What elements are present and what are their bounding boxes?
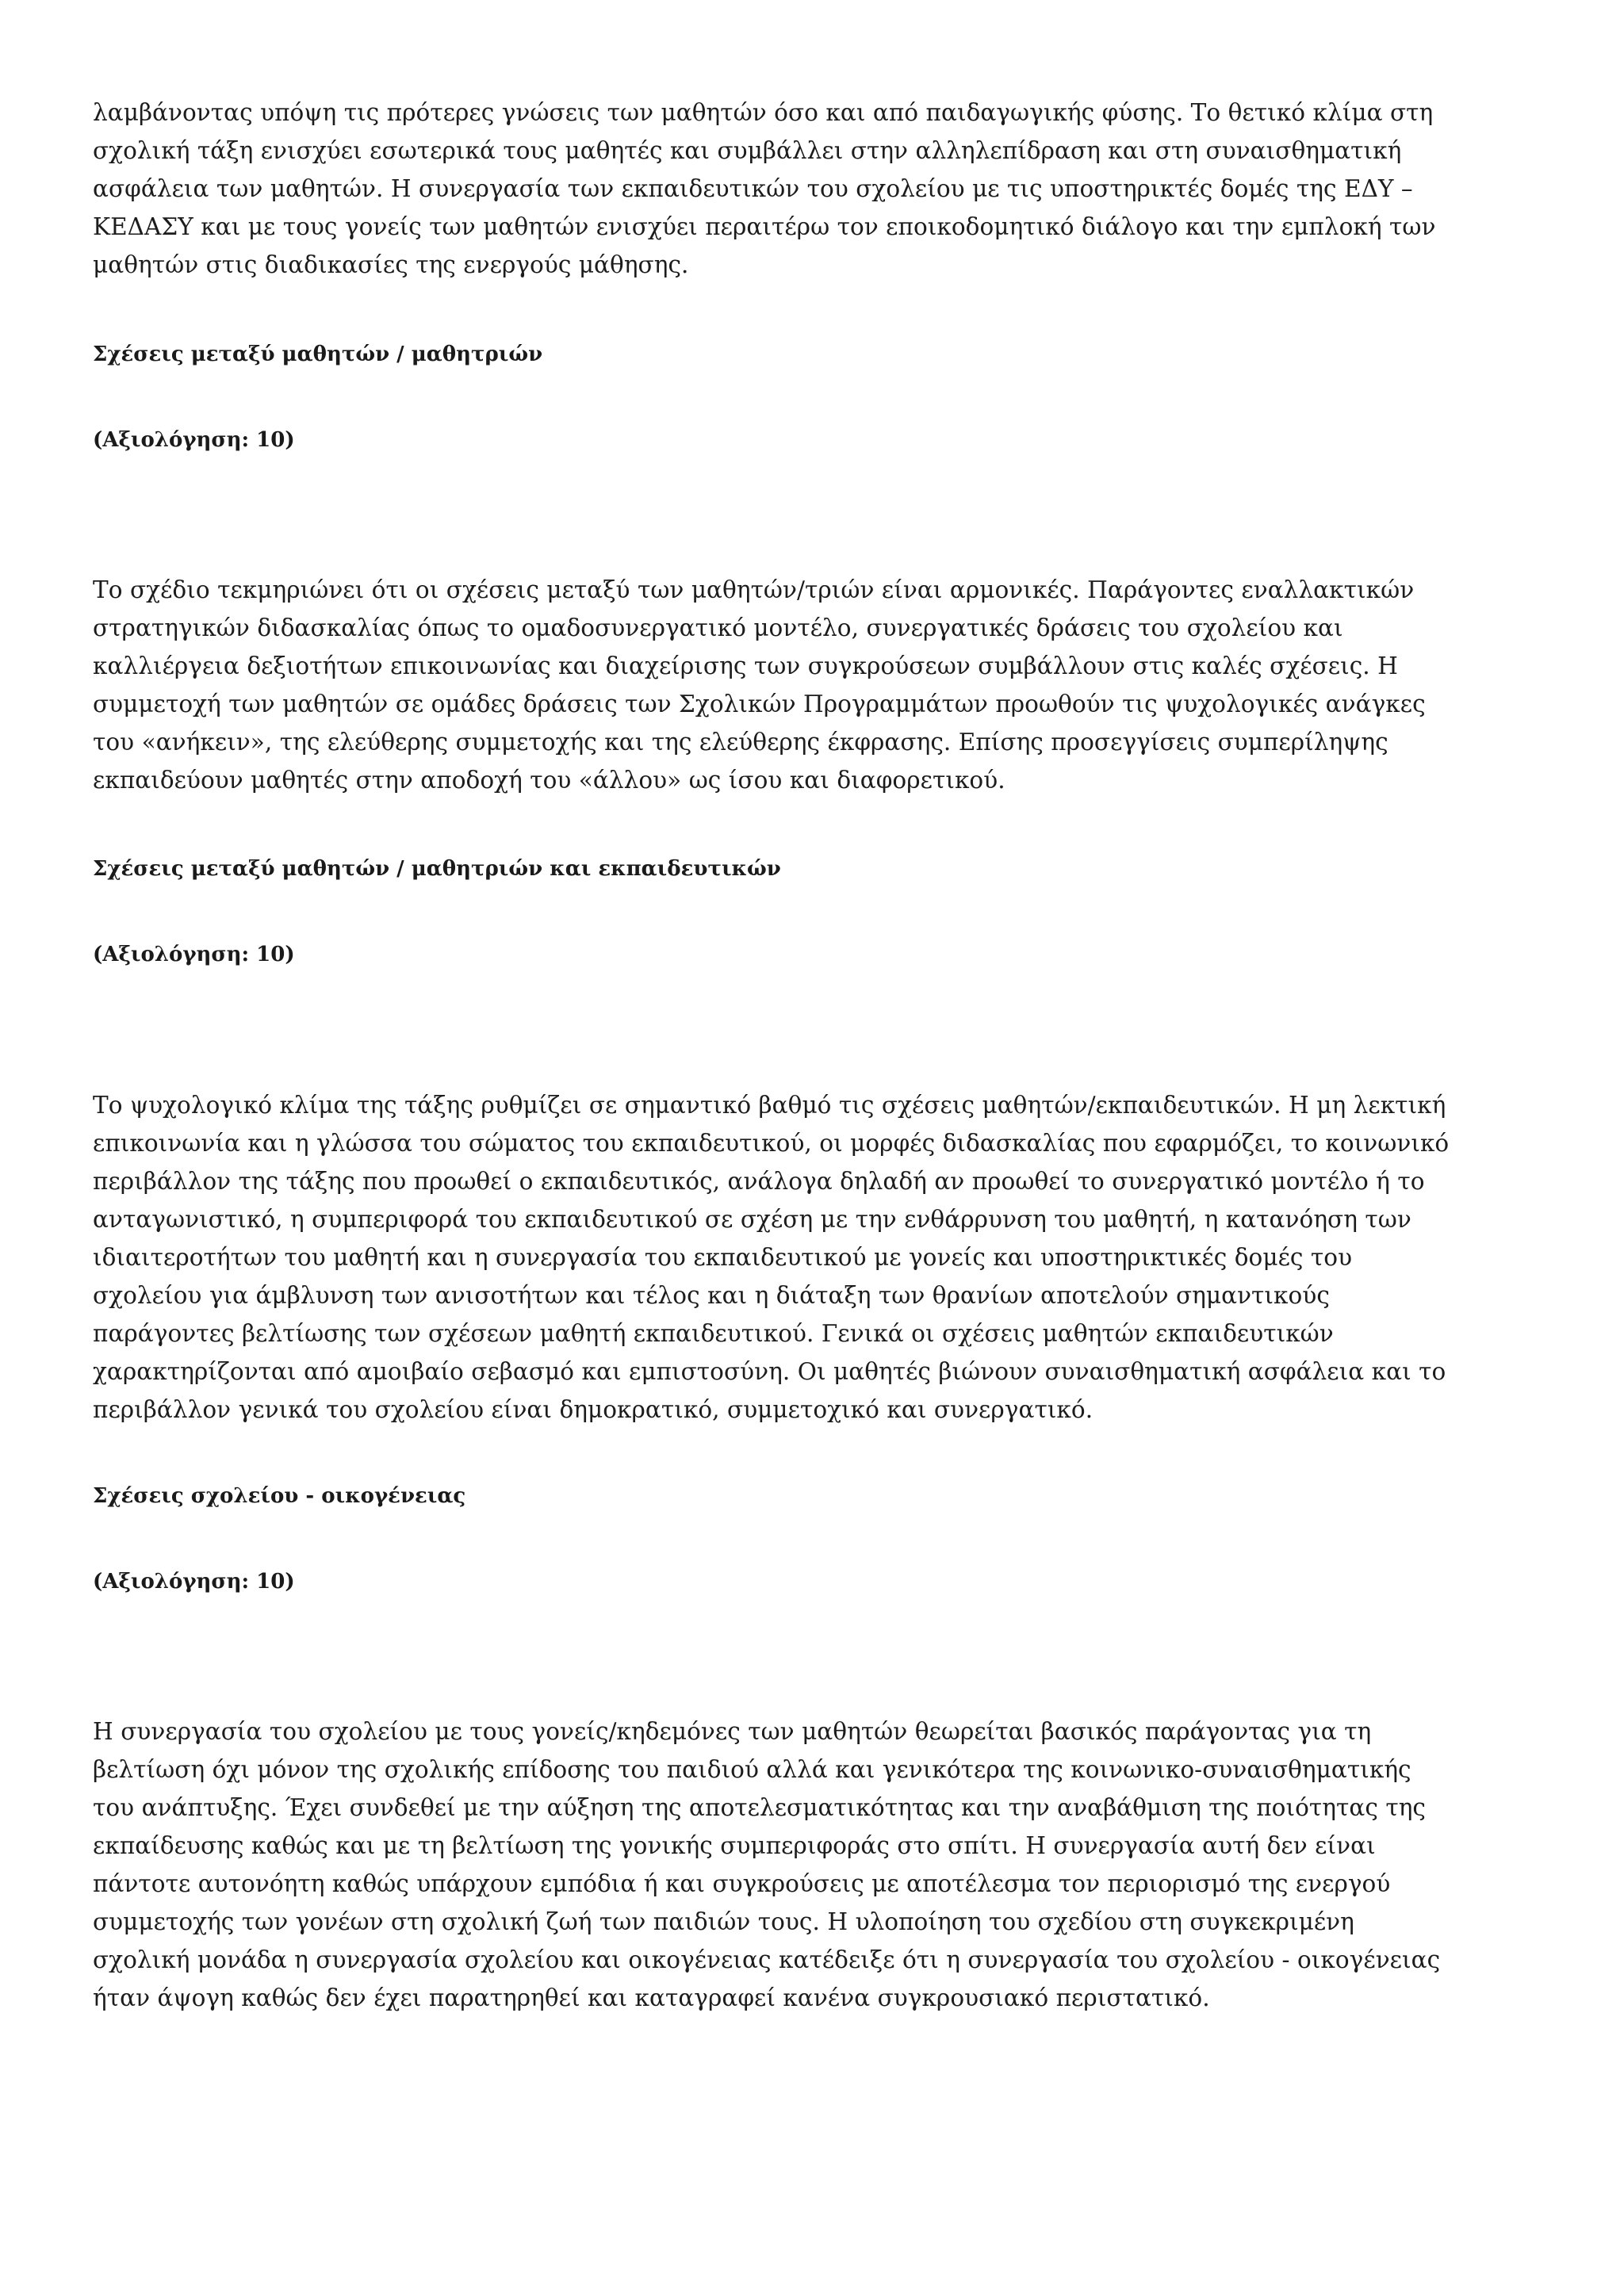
paragraph-line: χαρακτηρίζονται από αμοιβαίο σεβασμό και εμπιστοσύνη. Οι μαθητές βιώνουν συναισθηματική ασφάλεια και το xyxy=(93,1358,1446,1385)
paragraph-line: σχολική τάξη ενισχύει εσωτερικά τους μαθητές και συμβάλλει στην αλληλεπίδραση και στη συναισθηματική xyxy=(93,137,1402,164)
intro-paragraph xyxy=(93,94,1536,284)
paragraph-line: συμμετοχή των μαθητών σε ομάδες δράσεις των Σχολικών Προγραμμάτων προωθούν τις ψυχολογικές ανάγκες xyxy=(93,691,1426,718)
paragraph-line: μαθητών στις διαδικασίες της ενεργούς μάθησης. xyxy=(93,251,689,278)
section-rating: (Αξιολόγηση: 10) xyxy=(93,943,295,966)
paragraph-line: Το σχέδιο τεκμηριώνει ότι οι σχέσεις μεταξύ των μαθητών/τριών είναι αρμονικές. Παράγοντες εναλλακτικών xyxy=(93,576,1415,603)
paragraph-line: ιδιαιτεροτήτων του μαθητή και η συνεργασία του εκπαιδευτικού με γονείς και υποστηρικτικές δομές του xyxy=(93,1244,1353,1271)
section-heading-school-family-relations: Σχέσεις σχολείου - οικογένειας xyxy=(93,1484,466,1508)
section-rating: (Αξιολόγηση: 10) xyxy=(93,1570,295,1594)
paragraph-line: πάντοτε αυτονόητη καθώς υπάρχουν εμπόδια ή και συγκρούσεις με αποτέλεσμα τον περιορισμό της ενεργού xyxy=(93,1870,1391,1897)
section-rating: (Αξιολόγηση: 10) xyxy=(93,428,295,452)
paragraph-line: Η συνεργασία του σχολείου με τους γονείς/κηδεμόνες των μαθητών θεωρείται βασικός παράγοντας για τη xyxy=(93,1718,1372,1745)
paragraph-line: σχολική μονάδα η συνεργασία σχολείου και οικογένειας κατέδειξε ότι η συνεργασία του σχολείου - οικογένειας xyxy=(93,1946,1441,1973)
paragraph-line: σχολείου για άμβλυνση των ανισοτήτων και τέλος και η διάταξη των θρανίων αποτελούν σημαντικούς xyxy=(93,1282,1330,1309)
section-paragraph-student-teacher-relations xyxy=(93,1086,1536,1429)
paragraph-line: εκπαιδεύουν μαθητές στην αποδοχή του «άλλου» ως ίσου και διαφορετικού. xyxy=(93,767,1005,794)
section-heading-student-relations: Σχέσεις μεταξύ μαθητών / μαθητριών xyxy=(93,342,543,366)
paragraph-line: καλλιέργεια δεξιοτήτων επικοινωνίας και διαχείρισης των συγκρούσεων συμβάλλουν στις καλές σχέσεις. Η xyxy=(93,652,1398,679)
section-paragraph-student-relations xyxy=(93,571,1536,799)
paragraph-line: εκπαίδευσης καθώς και με τη βελτίωση της γονικής συμπεριφοράς στο σπίτι. Η συνεργασία αυτή δεν είναι xyxy=(93,1832,1376,1859)
paragraph-line: στρατηγικών διδασκαλίας όπως το ομαδοσυνεργατικό μοντέλο, συνεργατικές δράσεις του σχολείου και xyxy=(93,614,1343,641)
paragraph-line: του ανάπτυξης. Έχει συνδεθεί με την αύξηση της αποτελεσματικότητας και την αναβάθμιση της ποιότητας της xyxy=(93,1794,1427,1821)
paragraph-line: λαμβάνοντας υπόψη τις πρότερες γνώσεις των μαθητών όσο και από παιδαγωγικής φύσης. Το θετικό κλίμα στη xyxy=(93,99,1434,126)
section-paragraph-school-family-relations xyxy=(93,1712,1536,2017)
paragraph-line: ήταν άψογη καθώς δεν έχει παρατηρηθεί και καταγραφεί κανένα συγκρουσιακό περιστατικό. xyxy=(93,1984,1210,2011)
paragraph-line: Το ψυχολογικό κλίμα της τάξης ρυθμίζει σε σημαντικό βαθμό τις σχέσεις μαθητών/εκπαιδευτικών. Η μη λεκτική xyxy=(93,1092,1446,1119)
paragraph-line: συμμετοχής των γονέων στη σχολική ζωή των παιδιών τους. Η υλοποίηση του σχεδίου στη συγκεκριμένη xyxy=(93,1908,1354,1935)
section-heading-student-teacher-relations: Σχέσεις μεταξύ μαθητών / μαθητριών και εκπαιδευτικών xyxy=(93,857,781,881)
paragraph-line: βελτίωση όχι μόνον της σχολικής επίδοσης του παιδιού αλλά και γενικότερα της κοινωνικο-συναισθηματικής xyxy=(93,1756,1411,1783)
paragraph-line: παράγοντες βελτίωσης των σχέσεων μαθητή εκπαιδευτικού. Γενικά οι σχέσεις μαθητών εκπαιδευτικών xyxy=(93,1320,1334,1347)
paragraph-line: επικοινωνία και η γλώσσα του σώματος του εκπαιδευτικού, οι μορφές διδασκαλίας που εφαρμόζει, το κοινωνικό xyxy=(93,1130,1450,1157)
paragraph-line: περιβάλλον γενικά του σχολείου είναι δημοκρατικό, συμμετοχικό και συνεργατικό. xyxy=(93,1396,1094,1423)
paragraph-line: περιβάλλον της τάξης που προωθεί ο εκπαιδευτικός, ανάλογα δηλαδή αν προωθεί το συνεργατικό μοντέλο ή το xyxy=(93,1168,1425,1195)
paragraph-line: του «ανήκειν», της ελεύθερης συμμετοχής και της ελεύθερης έκφρασης. Επίσης προσεγγίσεις συμπερίληψης xyxy=(93,729,1388,756)
paragraph-line: ΚΕΔΑΣΥ και με τους γονείς των μαθητών ενισχύει περαιτέρω τον εποικοδομητικό διάλογο και την εμπλοκή των xyxy=(93,213,1436,240)
paragraph-line: ασφάλεια των μαθητών. Η συνεργασία των εκπαιδευτικών του σχολείου με τις υποστηρικτές δομές της ΕΔΥ – xyxy=(93,175,1413,202)
paragraph-line: ανταγωνιστικό, η συμπεριφορά του εκπαιδευτικού σε σχέση με την ενθάρρυνση του μαθητή, η κατανόηση των xyxy=(93,1206,1411,1233)
